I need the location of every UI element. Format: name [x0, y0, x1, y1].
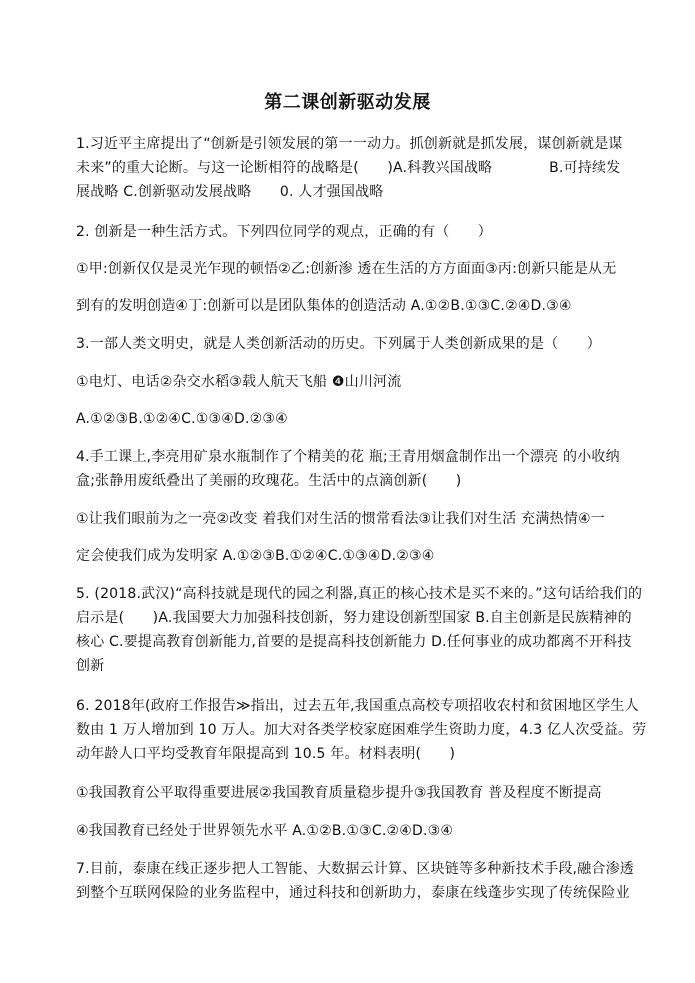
q2-line-3: 到有的发明创造④丁:创新可以是团队集体的创造活动 A.①②B.①③C.②④D.③④	[76, 298, 572, 314]
q2-line-1: 2. 创新是一种生活方式。下列四位同学的观点，正确的有（ ）	[76, 224, 493, 240]
q5-line-3: 核心 C.要提高教育创新能力,首要的是提高科技创新能力 D.任何事业的成功都离不开科技	[76, 634, 632, 650]
q1-line-2: 未来”的重大论断。与这一论断相符的战略是( )A.科教兴国战略 B.可持续发	[76, 160, 621, 176]
q4-line-1: 4.手工课上,李亮用矿泉水瓶制作了个精美的花 瓶;王青用烟盒制作出一个漂亮 的小收纳	[76, 449, 620, 465]
q6-line-5: ④我国教育已经处于世界领先水平 A.①②B.①③C.②④D.③④	[76, 823, 454, 839]
document-title: 第二课创新驱动发展	[264, 92, 431, 113]
q3-line-2: ①电灯、电话②杂交水稻③载人航天飞船 ❹山川河流	[76, 374, 402, 390]
q7-line-2: 到整个互联网保险的业务监程中，通过科技和创新助力，泰康在线蓬步实现了传统保险业	[76, 885, 630, 901]
q6-line-3: 动年龄人口平均受教育年限提高到 10.5 年。材料表明( )	[76, 746, 456, 762]
q6-line-4: ①我国教育公平取得重要进展②我国教育质量稳步提升③我国教育 普及程度不断提高	[76, 785, 602, 801]
q5-line-4: 创新	[76, 658, 105, 674]
q3-line-3: A.①②③B.①②④C.①③④D.②③④	[76, 411, 288, 427]
q5-line-1: 5. (2018.武汉)“高科技就是现代的园之利器,真正的核心技术是买不来的。”这句话给我们的	[76, 586, 643, 602]
q7-line-1: 7.目前，泰康在线正逐步把人工智能、大数据云计算、区块链等多种新技术手段,融合渗透	[76, 861, 635, 877]
q2-line-2: ①甲:创新仅仅是灵光乍现的顿悟②乙:创新渗 透在生活的方方面面③丙:创新只能是从无	[76, 261, 617, 277]
q1-line-3: 展战略 C.创新驱动发展战略 0. 人才强国战略	[76, 184, 384, 200]
q4-line-3: ①让我们眼前为之一亮②改变 着我们对生活的惯常看法③让我们对生活 充满热情④一	[76, 511, 605, 527]
q1-line-1: 1.习近平主席提出了“创新是引领发展的第一一动力。抓创新就是抓发展，谋创新就是谋	[76, 136, 623, 152]
q5-line-2: 启示是( )A.我国要大力加强科技创新，努力建设创新型国家 B.自主创新是民族精神的	[76, 610, 632, 626]
q4-line-4: 定会使我们成为发明家 A.①②③B.①②④C.①③④D.②③④	[76, 548, 435, 564]
q6-line-2: 数由 1 万人增加到 10 万人。加大对各类学校家庭困难学生资助力度，4.3 亿人次受益。劳	[76, 722, 647, 738]
q6-line-1: 6. 2018年(政府工作报告≫指出，过去五年,我国重点高校专项招收农村和贫困地区学生人	[76, 698, 639, 714]
q3-line-1: 3.一部人类文明史，就是人类创新活动的历史。下列属于人类创新成果的是（ ）	[76, 336, 601, 352]
q4-line-2: 盒;张静用废纸叠出了美丽的玫瑰花。生活中的点滴创新( )	[76, 473, 462, 489]
